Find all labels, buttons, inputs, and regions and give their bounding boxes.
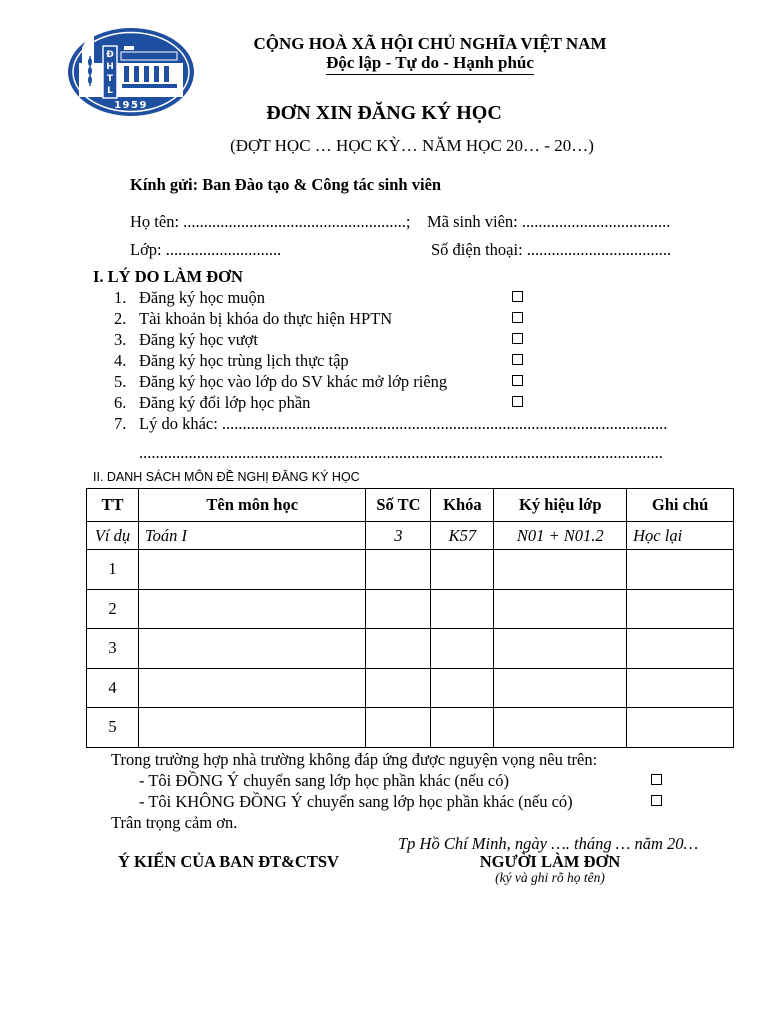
cohort-cell[interactable]: [431, 708, 494, 748]
reason-text: Tài khoản bị khóa do thực hiện HPTN: [139, 309, 393, 328]
example-row: [87, 522, 734, 550]
class-code-cell[interactable]: [494, 668, 627, 708]
subject-cell[interactable]: [138, 668, 366, 708]
section-courses-heading: II. DANH SÁCH MÔN ĐỀ NGHỊ ĐĂNG KÝ HỌC: [93, 470, 360, 484]
row-number: 4: [87, 668, 139, 708]
logo-letter: H: [106, 62, 114, 72]
reason-checkbox[interactable]: [512, 396, 523, 407]
applicant-sign-note: (ký và ghi rõ họ tên): [495, 870, 605, 885]
reason-number: 3.: [114, 330, 127, 349]
thanks-line: Trân trọng cảm ơn.: [111, 813, 238, 832]
form-subtitle: (ĐỢT HỌC … HỌC KỲ… NĂM HỌC 20… - 20…): [230, 136, 594, 155]
motto-text: Độc lập - Tự do - Hạnh phúc: [326, 53, 534, 75]
reason-text: Đăng ký đổi lớp học phần: [139, 393, 311, 412]
row-number: 3: [87, 629, 139, 669]
table-header-row: [87, 489, 734, 522]
logo-letter: Đ: [106, 50, 114, 60]
column-header: Khóa: [431, 489, 494, 522]
agree-checkbox[interactable]: [651, 774, 662, 785]
subject-cell[interactable]: [138, 629, 366, 669]
reason-number: 1.: [114, 288, 127, 307]
reason-item: [114, 330, 258, 350]
reason-text: Đăng ký học vào lớp do SV khác mở lớp riêng: [139, 372, 448, 391]
reason-text: Lý do khác: ............................................................................................................: [139, 414, 668, 433]
credits-cell[interactable]: [366, 708, 431, 748]
reason-text: Đăng ký học trùng lịch thực tập: [139, 351, 349, 370]
reason-text: Đăng ký học muộn: [139, 288, 266, 307]
note-cell[interactable]: [627, 589, 734, 629]
table-row: [87, 708, 734, 748]
class-field[interactable]: Lớp: ............................: [130, 240, 282, 259]
reason-item: [114, 351, 349, 371]
logo-letter: L: [107, 86, 113, 96]
class-code-cell[interactable]: [494, 708, 627, 748]
subject-cell[interactable]: [138, 708, 366, 748]
reason-number: 6.: [114, 393, 127, 412]
table-row: [87, 629, 734, 669]
disagree-option: - Tôi KHÔNG ĐỒNG Ý chuyển sang lớp học phần khác (nếu có): [139, 792, 573, 811]
row-number: 2: [87, 589, 139, 629]
applicant-label: NGƯỜI LÀM ĐƠN: [479, 852, 621, 871]
reason-checkbox[interactable]: [512, 354, 523, 365]
reason-checkbox[interactable]: [512, 375, 523, 386]
reason-number: 5.: [114, 372, 127, 391]
example-tt: Ví dụ: [87, 522, 139, 550]
national-title: CỘNG HOÀ XÃ HỘI CHỦ NGHĨA VIỆT NAM: [253, 34, 607, 53]
column-header: Tên môn học: [138, 489, 366, 522]
cohort-cell[interactable]: [431, 629, 494, 669]
reason-number: 7.: [114, 414, 127, 433]
row-number: 5: [87, 708, 139, 748]
reason-checkbox[interactable]: [512, 291, 523, 302]
reason-number: 2.: [114, 309, 127, 328]
reason-item: [114, 372, 447, 392]
recipient-line: Kính gửi: Ban Đào tạo & Công tác sinh viên: [130, 175, 442, 194]
example-subject: Toán I: [138, 522, 366, 550]
closing-intro: Trong trường hợp nhà trường không đáp ứng được nguyện vọng nêu trên:: [111, 750, 598, 769]
credits-cell[interactable]: [366, 589, 431, 629]
agree-option: - Tôi ĐỒNG Ý chuyển sang lớp học phần khác (nếu có): [139, 771, 509, 790]
cohort-cell[interactable]: [431, 589, 494, 629]
student-id-field[interactable]: Mã sinh viên: ....................................: [427, 212, 671, 231]
name-field[interactable]: Họ tên: ......................................................;: [130, 212, 411, 231]
note-cell[interactable]: [627, 550, 734, 590]
example-credits: 3: [366, 522, 431, 550]
phone-field[interactable]: Số điện thoại: ...................................: [431, 240, 672, 259]
form-title: ĐƠN XIN ĐĂNG KÝ HỌC: [266, 102, 502, 124]
example-note: Học lại: [627, 522, 734, 550]
cohort-cell[interactable]: [431, 550, 494, 590]
note-cell[interactable]: [627, 668, 734, 708]
logo-year: 1959: [114, 100, 148, 111]
column-header: Ghi chú: [627, 489, 734, 522]
national-motto: [230, 53, 630, 73]
table-row: [87, 589, 734, 629]
example-class-code: N01 + N01.2: [494, 522, 627, 550]
office-opinion-label: Ý KIẾN CỦA BAN ĐT&CTSV: [118, 852, 339, 871]
row-number: 1: [87, 550, 139, 590]
date-line: Tp Hồ Chí Minh, ngày …. tháng … năm 20…: [398, 834, 699, 853]
example-cohort: K57: [431, 522, 494, 550]
disagree-checkbox[interactable]: [651, 795, 662, 806]
table-row: [87, 550, 734, 590]
credits-cell[interactable]: [366, 668, 431, 708]
reason-checkbox[interactable]: [512, 312, 523, 323]
credits-cell[interactable]: [366, 550, 431, 590]
class-code-cell[interactable]: [494, 589, 627, 629]
reason-number: 4.: [114, 351, 127, 370]
course-table: [86, 488, 734, 748]
reason-item-other[interactable]: [114, 414, 667, 434]
column-header: Số TC: [366, 489, 431, 522]
class-code-cell[interactable]: [494, 550, 627, 590]
other-reason-line[interactable]: ...............................................................................................................................: [139, 443, 663, 462]
reason-item: [114, 309, 392, 329]
column-header: TT: [87, 489, 139, 522]
subject-cell[interactable]: [138, 550, 366, 590]
credits-cell[interactable]: [366, 629, 431, 669]
reason-checkbox[interactable]: [512, 333, 523, 344]
section-reasons-heading: I. LÝ DO LÀM ĐƠN: [93, 267, 243, 286]
column-header: Ký hiệu lớp: [494, 489, 627, 522]
note-cell[interactable]: [627, 629, 734, 669]
subject-cell[interactable]: [138, 589, 366, 629]
note-cell[interactable]: [627, 708, 734, 748]
reason-item: [114, 288, 265, 308]
table-row: [87, 668, 734, 708]
logo-letter: T: [106, 74, 114, 84]
reason-text: Đăng ký học vượt: [139, 330, 258, 349]
cohort-cell[interactable]: [431, 668, 494, 708]
class-code-cell[interactable]: [494, 629, 627, 669]
reason-item: [114, 393, 310, 413]
